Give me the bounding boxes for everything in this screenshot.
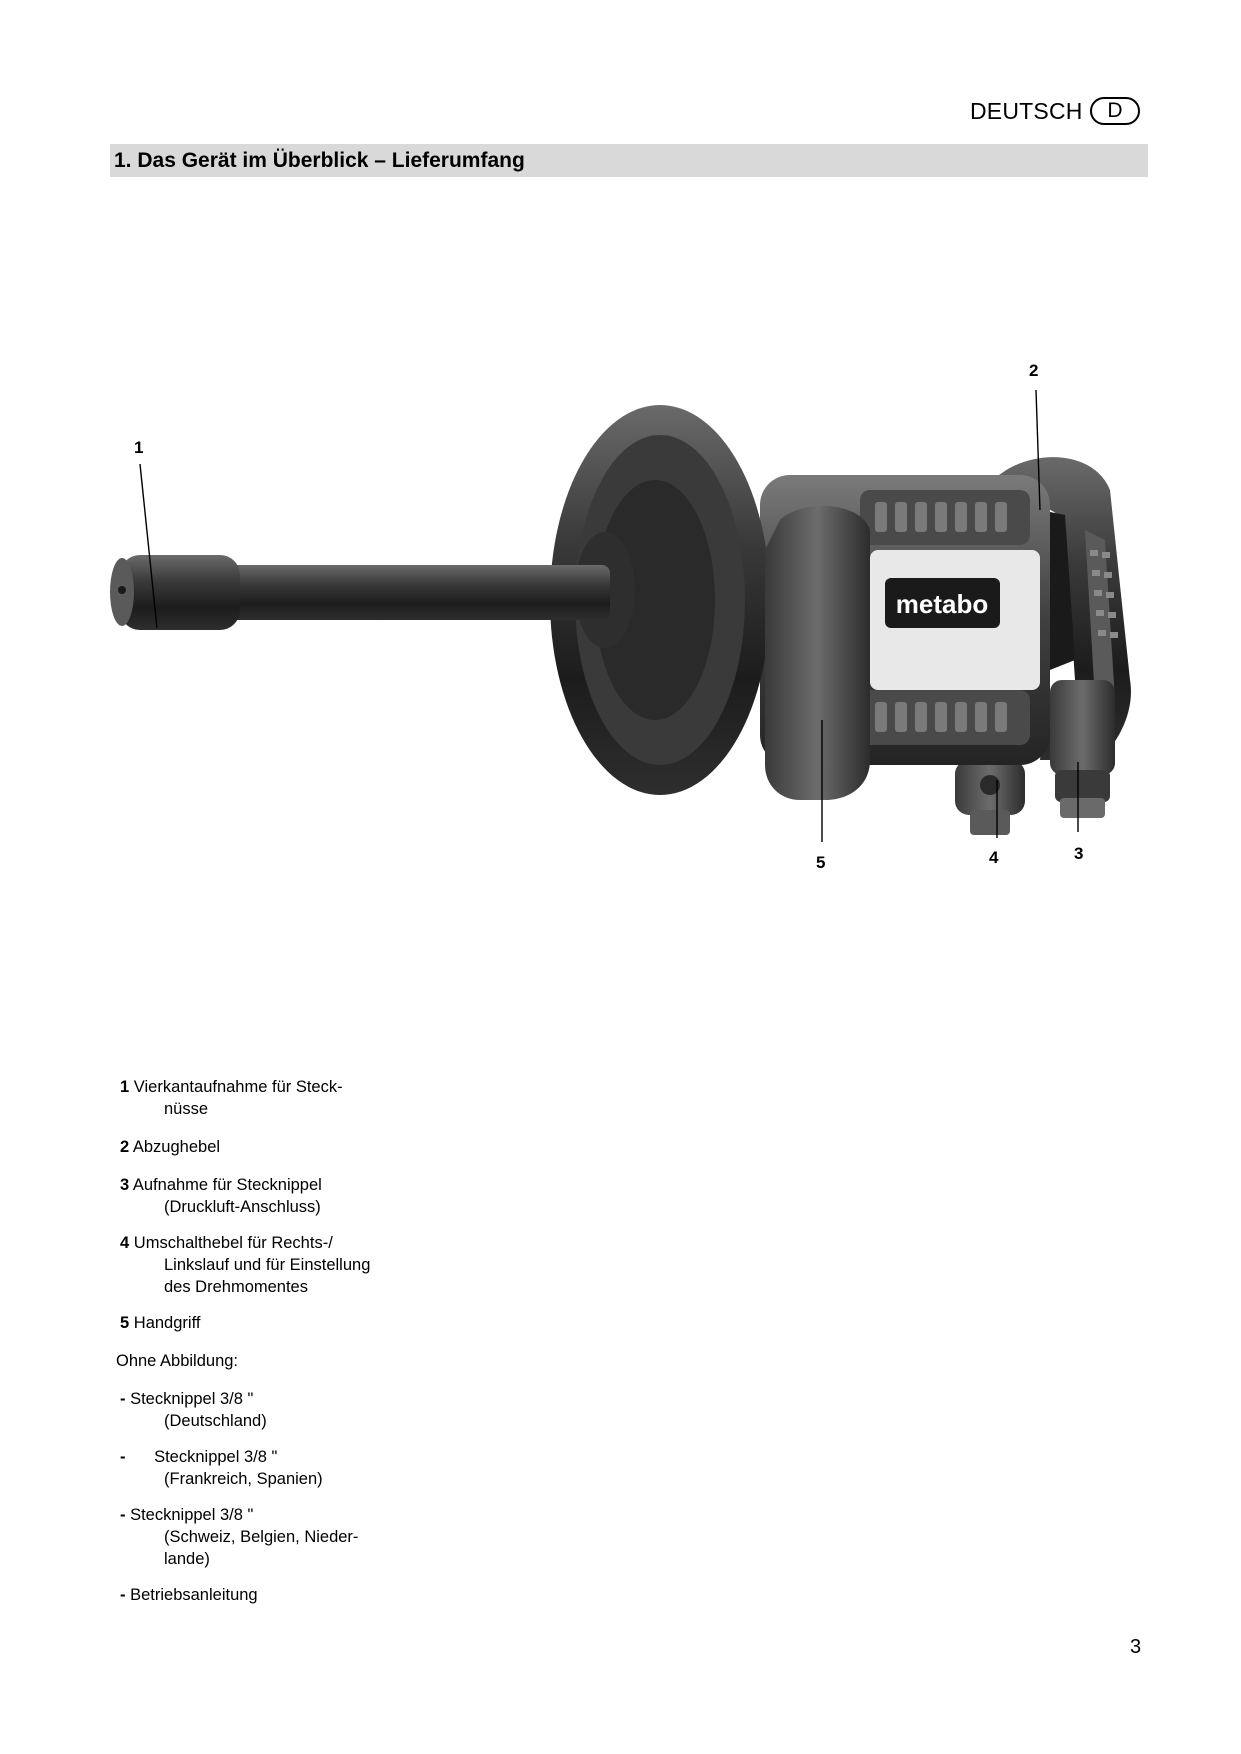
accessory-item-2: - Stecknippel 3/8 " (Frankreich, Spanien) xyxy=(120,1448,323,1488)
impact-wrench-illustration xyxy=(100,361,1160,1000)
without-figure-label: Ohne Abbildung: xyxy=(116,1352,239,1370)
legend-item-4: 4 Umschalthebel für Rechts-/ Linkslauf und für Einstellung des Drehmomentes xyxy=(120,1234,371,1296)
page-number: 3 xyxy=(1130,1636,1142,1658)
side-handle xyxy=(765,506,870,800)
legend-item-5: 5 Handgriff xyxy=(120,1314,201,1332)
legend-item-3: 3 Aufnahme für Stecknippel (Druckluft-Anschluss) xyxy=(120,1176,322,1216)
language-label: DEUTSCH xyxy=(970,98,1083,124)
language-marker xyxy=(970,96,1150,130)
accessory-item-1: - Stecknippel 3/8 " (Deutschland) xyxy=(120,1390,267,1430)
legend-item-2: 2 Abzughebel xyxy=(120,1138,221,1156)
section-title: 1. Das Gerät im Überblick – Lieferumfang xyxy=(114,149,525,172)
callout-3: 3 xyxy=(1074,844,1084,863)
section-heading-bar xyxy=(110,144,1148,177)
accessory-item-4: - Betriebsanleitung xyxy=(120,1586,258,1604)
impact-wrench-figure xyxy=(100,361,1160,1000)
language-code-badge: D xyxy=(1090,97,1140,125)
legend-item-1: 1 Vierkantaufnahme für Steck- nüsse xyxy=(120,1078,343,1118)
accessory-item-3: - Stecknippel 3/8 " (Schweiz, Belgien, Nieder- lande) xyxy=(120,1506,359,1568)
reversing-lever xyxy=(955,760,1025,835)
callout-2: 2 xyxy=(1029,361,1039,380)
callout-1: 1 xyxy=(134,438,144,457)
brand-logo: metabo xyxy=(895,589,989,619)
callout-5: 5 xyxy=(816,853,826,872)
callout-4: 4 xyxy=(989,848,999,867)
air-inlet-fitting xyxy=(1050,680,1115,818)
